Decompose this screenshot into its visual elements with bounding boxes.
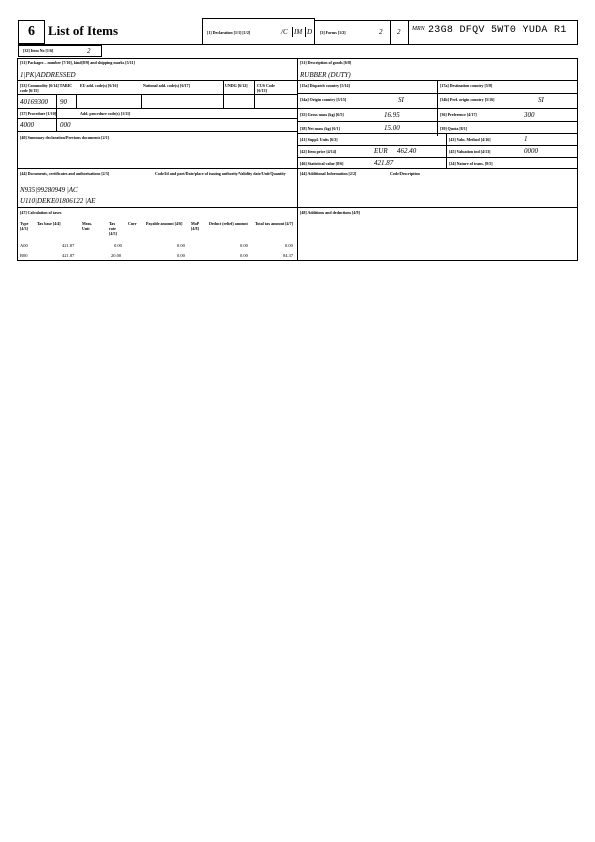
packages-value: 1|PK|ADDRESSED [20,71,76,79]
calculation-label: [47] Calculation of taxes [20,210,62,215]
pref-origin-country-value: SI [538,96,544,104]
add-procedure-value: 000 [60,121,71,129]
quota-label: [39] Quota [8/1] [440,126,468,131]
tax-row-type: B00 [20,253,28,258]
eu-add-code-label: EU add. code(s) [6/16] [80,83,118,88]
net-mass-label: [38] Net mass (kg) [6/1] [300,126,340,131]
commodity-value: 40169300 [20,98,48,106]
tax-header-rate: Tax rate [4/5] [109,221,117,236]
item-no-box [18,45,102,57]
tax-header-deduct: Deduct (relief) amount [209,221,248,226]
summary-declaration-label: [40] Summary declaration/Previous documents [2/1] [20,135,110,140]
destination-country-label: [17a] Destination country [5/8] [440,83,493,88]
additions-deductions-label: [48] Additions and deductions [4/9] [300,210,360,215]
gross-mass-value: 16.95 [384,111,400,119]
taric-value: 90 [60,98,67,106]
declaration-value-3: D [307,28,313,36]
declaration-value-2: IM [294,28,303,36]
net-mass-value: 15.00 [384,124,400,132]
procedure-label: [37] Procedure [1/10] [20,111,57,116]
document-line-1: N935|99280949 |AC [20,186,78,194]
form-current: 2 [379,28,383,36]
additional-info-sublabel: Code/Description [390,171,420,176]
suppl-units-label: [41] Suppl. Units [6/2] [300,137,338,142]
tax-header-mop: MoP [4/8] [191,221,199,231]
forms-label: [3] Forms [1/2] [320,30,346,35]
tax-header-base: Tax base [4/4] [37,221,61,226]
tax-row-base: 421.87 [62,243,75,248]
procedure-value: 4000 [20,121,34,129]
dispatch-country-label: [15a] Dispatch country [5/14] [300,83,350,88]
declaration-value-1: /C [281,28,288,36]
tax-row-payable: 0.00 [177,253,185,258]
pref-origin-country-label: [34b] Pref. origin country [5/16] [440,97,495,102]
item-no-value: 2 [87,47,91,55]
item-no-label: [32] Item No [1/6] [23,48,54,53]
tax-header-total: Total tax amount [4/7] [255,221,293,226]
tax-row-payable: 0.00 [177,243,185,248]
statistical-value-label: [46] Statistical value [8/6] [300,161,344,166]
additional-info-label: [44] Additional Information [2/2] [300,171,357,176]
tax-row-deduct: 0.00 [240,243,248,248]
tax-header-unit: Meas. Unit [82,221,93,231]
gross-mass-label: [35] Gross mass (kg) [6/5] [300,112,344,117]
form-number-box [18,20,45,44]
valuation-method-label: [43] Valn. Method [4/16] [449,137,491,142]
item-price-label: [42] Item price [4/14] [300,149,337,154]
description-label: [31] Description of goods [6/8] [300,60,352,65]
document-line-2: U110|DEKE01806122 |AE [20,197,96,205]
preference-value: 300 [524,111,535,119]
description-value: RUBBER (DUTY) [300,71,351,79]
valuation-ind-value: 0000 [524,147,538,155]
undg-label: UNDG [6/12] [225,83,248,88]
cus-code-label: CUS Code [6/13] [257,83,275,93]
page-title: List of Items [48,23,119,38]
tax-row-total: 84.37 [283,253,294,258]
item-price-value: 462.40 [397,147,417,155]
form-total: 2 [397,28,401,36]
national-add-code-label: National add. code(s) [6/17] [143,83,190,88]
documents-label: [44] Documents, certificates and authorisations [2/3] [20,171,110,176]
preference-label: [36] Preference [4/17] [440,112,477,117]
item-price-currency: EUR [374,147,388,155]
tax-row-deduct: 0.00 [240,253,248,258]
valuation-method-value: 1 [524,135,528,143]
origin-country-label: [34a] Origin country [5/15] [300,97,347,102]
declaration-label: [1] Declaration [1/1] [1/2] [207,30,251,35]
tax-row-rate: 20.00 [111,253,122,258]
documents-sublabel: Code/Id and part/Date/place of issuing authority/Validity date/Unit/Quantity [155,171,286,176]
tax-row-rate: 0.00 [114,243,122,248]
tax-header-payable: Payable amount [4/6] [146,221,183,226]
tax-row-type: A00 [20,243,28,248]
mrn-label: MRN [412,26,425,32]
commodity-label: [33] Commodity [6/14] TARIC code [6/15] [20,83,73,93]
valuation-ind-label: [45] Valuation ind [4/13] [449,149,491,154]
tax-header-type: Type [4/3] [20,221,29,231]
tax-row-total: 0.00 [285,243,293,248]
origin-country-value: SI [398,96,404,104]
packages-label: [31] Packages – number [7/10], kind[8/9] and shipping marks [5/11] [20,60,135,65]
add-procedure-label: Add. procedure code(s) [1/11] [80,111,131,116]
statistical-value: 421.87 [374,159,394,167]
tax-row-base: 421.87 [62,253,75,258]
nature-of-trans-label: [24] Nature of trans. [8/5] [449,161,493,166]
mrn-value: 23G8 DFQV 5WT0 YUDA R1 [428,25,567,36]
declaration-box [202,18,315,45]
form-number: 6 [28,24,35,39]
tax-header-curr: Curr [128,221,137,226]
